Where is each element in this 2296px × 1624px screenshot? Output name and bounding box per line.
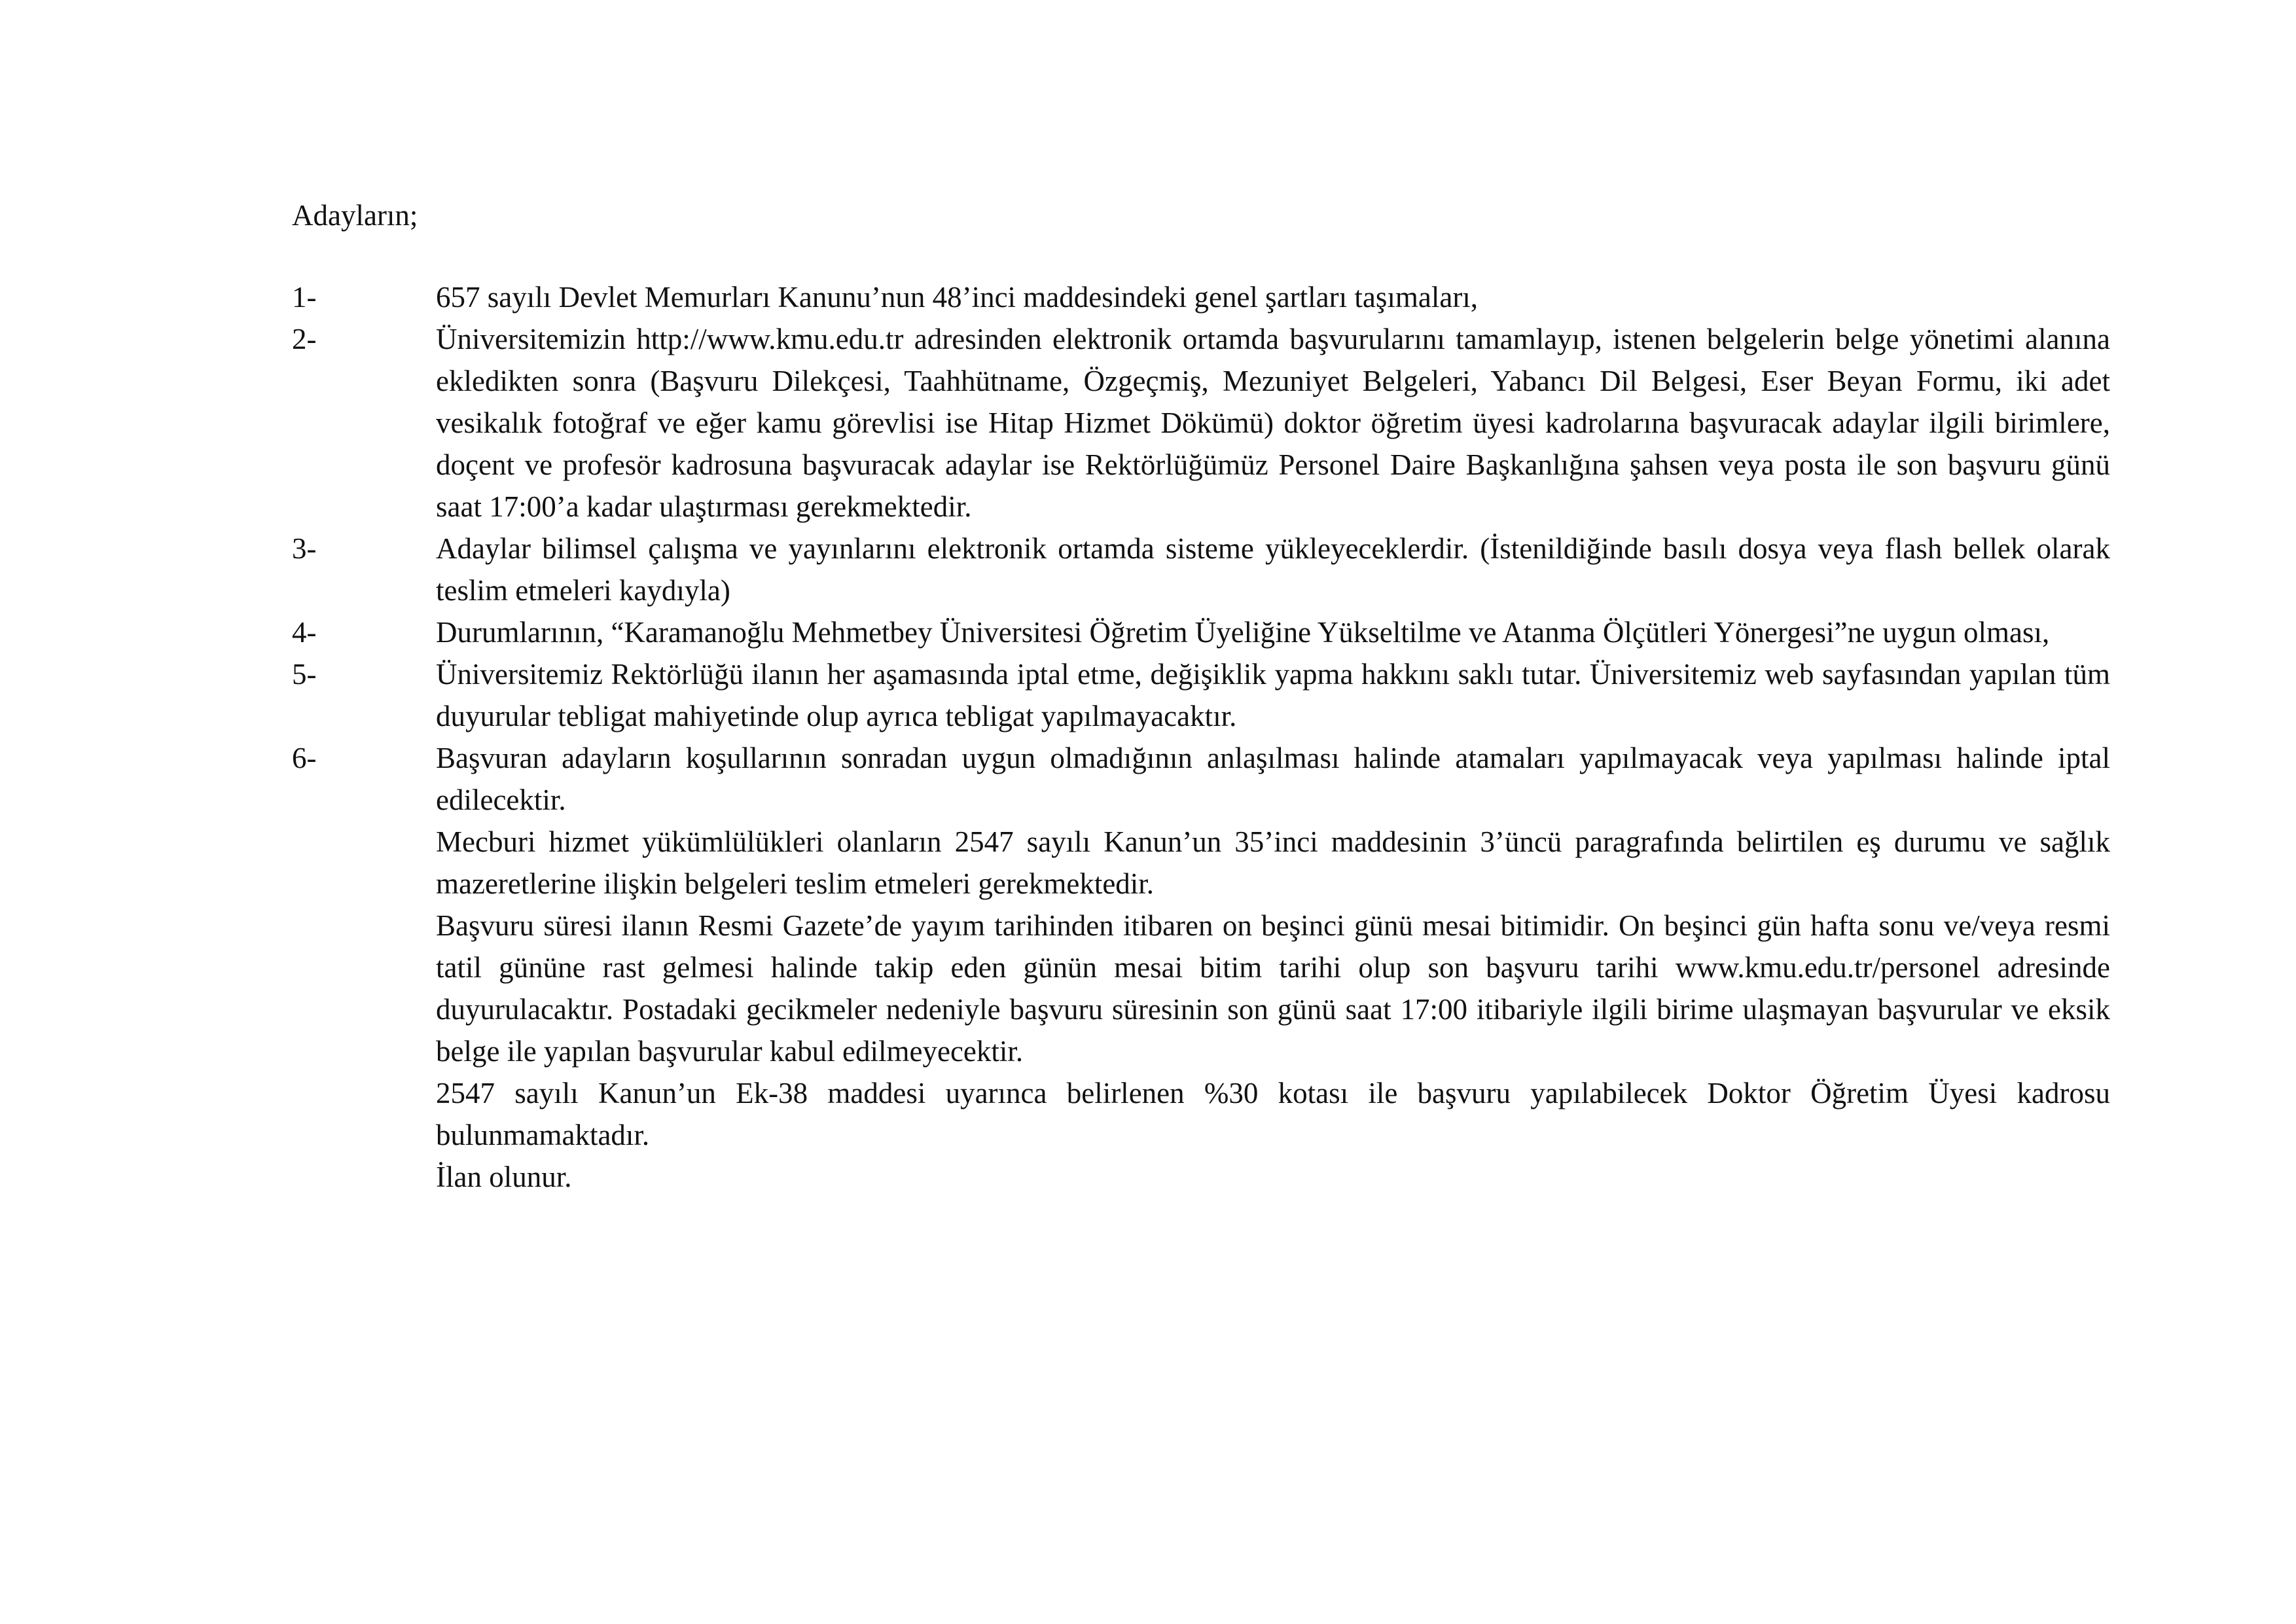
paragraph-application-period: Başvuru süresi ilanın Resmi Gazete’de yayım tarihinden itibaren on beşinci günü mesai bitimidir. On beşinci gün hafta sonu ve/veya resmi tatil gününe rast gelmesi halinde takip eden günün mesai bitim tarihi olup son başvuru tarihi www.kmu.edu.tr/personel adresinde duyurulacaktır. Postadaki gecikmeler nedeniyle başvuru süresinin son günü saat 17:00 itibariyle ilgili birime ulaşmayan başvurular ve eksik belge ile yapılan başvurular kabul edilmeyecektir. — [436, 909, 2110, 1068]
list-item-number: 5- — [292, 658, 317, 691]
paragraph-quota-notice: 2547 sayılı Kanun’un Ek-38 maddesi uyarınca belirlenen %30 kotası ile başvuru yapılabilecek Doktor Öğretim Üyesi kadrosu bulunmamaktadır. — [436, 1077, 2110, 1151]
list-item-text: Üniversitemiz Rektörlüğü ilanın her aşamasında iptal etme, değişiklik yapma hakkını saklı tutar. Üniversitemiz web sayfasından yapılan tüm duyurular tebligat mahiyetinde olup ayrıca tebligat yapılmayacaktır. — [436, 658, 2110, 732]
list-item-text: 657 sayılı Devlet Memurları Kanunu’nun 48’inci maddesindeki genel şartları taşımaları, — [436, 281, 1479, 314]
list-item-number: 2- — [292, 323, 317, 355]
list-item-text: Adaylar bilimsel çalışma ve yayınlarını elektronik ortamda sisteme yükleyeceklerdir. (İstenildiğinde basılı dosya veya flash bellek olarak teslim etmeleri kaydıyla) — [436, 532, 2110, 607]
list-item-5 — [292, 653, 2110, 737]
list-item-number: 1- — [292, 281, 317, 314]
list-item-text: Üniversitemizin http://www.kmu.edu.tr adresinden elektronik ortamda başvurularını tamamlayıp, istenen belgelerin belge yönetimi alanına ekledikten sonra (Başvuru Dilekçesi, Taahhütname, Özgeçmiş, Mezuniyet Belgeleri, Yabancı Dil Belgesi, Eser Beyan Formu, iki adet vesikalık fotoğraf ve eğer kamu görevlisi ise Hitap Hizmet Dökümü) doktor öğretim üyesi kadrolarına başvuracak adaylar ilgili birimlere, doçent ve profesör kadrosuna başvuracak adaylar ise Rektörlüğümüz Personel Daire Başkanlığına şahsen veya posta ile son başvuru günü saat 17:00’a kadar ulaştırması gerekmektedir. — [436, 323, 2110, 523]
list-item-2 — [292, 318, 2110, 528]
list-item-number: 3- — [292, 532, 317, 565]
document-page — [292, 194, 2110, 1198]
list-item-1 — [292, 276, 2110, 318]
intro-heading: Adayların; — [292, 199, 418, 232]
list-item-text: Başvuran adayların koşullarının sonradan uygun olmadığının anlaşılması halinde atamaları yapılmayacak veya yapılması halinde iptal edilecektir. — [436, 742, 2110, 816]
list-item-number: 6- — [292, 742, 317, 774]
paragraph-mandatory-service: Mecburi hizmet yükümlülükleri olanların 2547 sayılı Kanun’un 35’inci maddesinin 3’üncü paragrafında belirtilen eş durumu ve sağlık mazeretlerine ilişkin belgeleri teslim etmeleri gerekmektedir. — [436, 825, 2110, 900]
list-item-3 — [292, 528, 2110, 611]
list-item-4 — [292, 611, 2110, 653]
paragraph-closing: İlan olunur. — [436, 1161, 572, 1193]
list-item-number: 4- — [292, 616, 317, 649]
list-item-text: Durumlarının, “Karamanoğlu Mehmetbey Üniversitesi Öğretim Üyeliğine Yükseltilme ve Atanma Ölçütleri Yönergesi”ne uygun olması, — [436, 616, 2050, 649]
list-item-6 — [292, 737, 2110, 821]
